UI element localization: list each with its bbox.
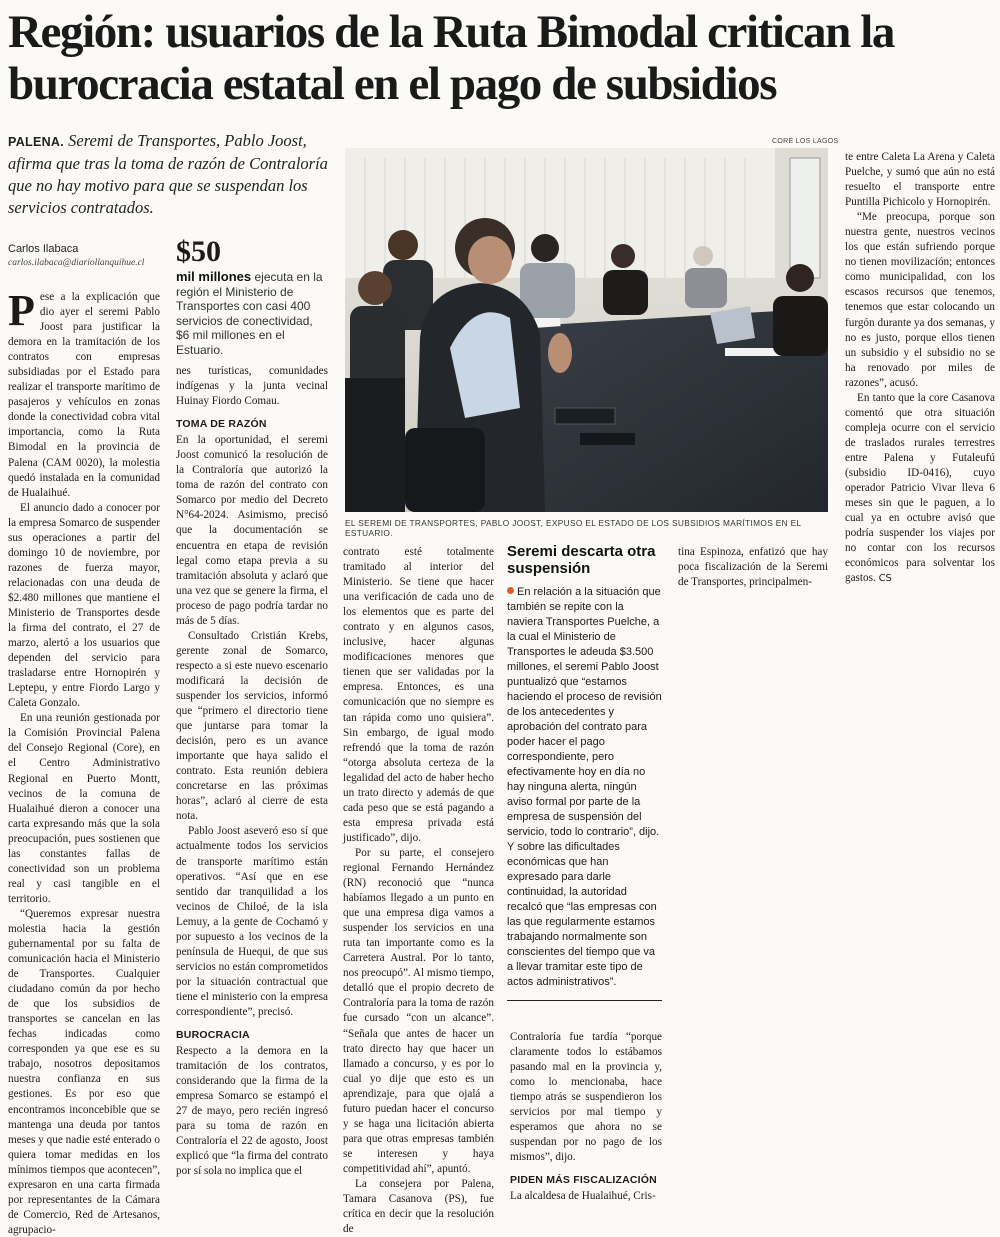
paragraph: Contraloría fue tardía “porque claramente todos lo estábamos pasando mal en la provincia y, como lo mencionaba, hace tiempo atrás se suspendieron los servicios por mal tiempo y esperamos que ahora no se suspendan por no pago de los mismos”, dijo. [510, 1031, 662, 1164]
sidebar-text [507, 585, 662, 990]
article-column-4 [510, 1030, 662, 1205]
author-name: Carlos Ilabaca [8, 243, 79, 255]
fact-body: ejecuta en la región el Ministerio de Transportes con casi 400 servicios de conectividad, $6 mil millones en el Estuario. [176, 270, 323, 357]
paragraph: “Queremos expresar nuestra molestia hacia la gestión gubernamental por su falta de comunicación hacia el Ministerio de Transportes. Cualquier ciudadano común da por hecho de que los subsidios de transportes se cancelan en las fechas indicadas como corresponden ya que ese es su trabajo, nosotros depositamos nuestra confianza en sus gestiones. Es por eso que encontramos inconcebible que se mantenga una deuda por tantos meses y que nadie esté enterado o quiera tomar medidas en los mínimos tiempos que acontecen”, expresaron en una carta firmada por representantes de la Cámara de Comercio, Red de Artesanos, agrupacio- [8, 907, 160, 1236]
article-column-5 [678, 545, 828, 590]
author-email[interactable]: carlos.ilabaca@diariollanquihue.cl [8, 258, 145, 268]
lead-text: Seremi de Transportes, Pablo Joost, afirma que tras la toma de razón de Contraloría que no hay motivo para que se suspendan los servicios contratados. [8, 131, 328, 217]
sidebar-title: Seremi descarta otra suspensión [507, 543, 656, 577]
article-column-6 [845, 150, 995, 586]
fact-text [176, 270, 326, 357]
article-column-3 [343, 545, 494, 1237]
lead-place: PALENA. [8, 135, 65, 149]
paragraph: En una reunión gestionada por la Comisión Provincial Palena del Consejo Regional (Core), en el Centro Administrativo Regional en Puerto Montt, vecinos de la comuna de Hualaihué dieron a conocer una carta expresando más que la sola preocupación, pues sostienen que las constantes fallas de conectividad son un problema real y casi tangible en el territorio. [8, 712, 160, 905]
paragraph: Por su parte, el consejero regional Fernando Hernández (RN) reconoció que “nunca habíamos llegado a un punto en que una empresa diga vamos a suspender los servicios en una ruta tan importante como es la Carretera Austral. Por lo tanto, nos preocupó”. Al mismo tiempo, detalló que el propio decreto de Contraloría para la toma de razón fue cursado “con un alcance”. “Señala que antes de hacer un trato directo hay que hacer un llamado a concurso, y es por lo cual yo dije que esto es un aprendizaje, para que ojalá a futuro puedan hacer el concurso y se haga una licitación abierta para que otras empresas también se interesen y haya competitividad ahí”, apuntó. [343, 846, 495, 1175]
subheading-toma-de-razon: TOMA DE RAZÓN [176, 418, 267, 431]
paragraph: Respecto a la demora en la tramitación de los contratos, considerando que la firma de la empresa Somarco se estampó el 27 de mayo, pero recién ingresó para su toma de razón en Contraloría el 22 de agosto, Joost explicó que “la firma del contrato por sí sola no implica que el [176, 1045, 328, 1178]
paragraph: El anuncio dado a conocer por la empresa Somarco de suspender sus operaciones a partir del domingo 10 de noviembre, por razones de fuerza mayor, relacionadas con una deuda de $2.480 millones que mantiene el Ministerio de Transportes desde la firma del contrato, el 27 de marzo, alertó a los usuarios que dependen del servicio para trasladarse entre Hornopirén y Leptepu, y entre Fiordo Largo y Caleta Gonzalo. [8, 501, 160, 710]
paragraph [845, 391, 995, 587]
end-mark: CS [878, 573, 892, 585]
fact-box [176, 236, 326, 357]
byline [8, 243, 168, 268]
article-column-2 [176, 364, 328, 1179]
paragraph: tina Espinoza, enfatizó que hay poca fiscalización de la Seremi de Transportes, principalmen- [678, 546, 828, 589]
article-column-1 [8, 286, 160, 1237]
headline: Región: usuarios de la Ruta Bimodal critican la burocracia estatal en el pago de subsidios [8, 6, 894, 110]
article-photo [345, 148, 828, 512]
paragraph-text: En tanto que la core Casanova comentó que otra situación compleja ocurre con el servicio de traslados rurales terrestres entre Palena y Futaleufú (subsidio ID-0416), cuyo operador Patricio Vivar lleva 6 meses sin que le paguen, a lo cual ya en octubre avisó que podría suspender los viajes por no contar con los recursos económicos para solventar los gastos. [845, 391, 995, 585]
paragraph: “Me preocupa, porque son nuestra gente, nuestros vecinos los que están sufriendo porque no tienen movilización; entonces como municipalidad, con los escasos recursos que tenemos, tenemos que estar colocando un furgón durante ya dos semanas, y no es justo, porque ellos tienen un subsidio y el subsidio no se ha renovado por miles de razones”, acusó. [845, 211, 995, 389]
photo-credit: CORE LOS LAGOS [772, 138, 839, 145]
paragraph: Consultado Cristián Krebs, gerente zonal de Somarco, respecto a si este nuevo escenario modificará la decisión de suspender los servicios, informó que “primero el directorio tiene que juntarse para tomar la decisión, pero es un avance importante que haya salido el contrato. Esta reunión debiera concretarse en las próximas horas”, aclaró al cierre de esta nota. [176, 629, 328, 823]
subheading-burocracia: BUROCRACIA [176, 1029, 250, 1042]
sidebar-box [507, 543, 662, 1001]
paragraph: La alcaldesa de Hualaihué, Cris- [510, 1190, 656, 1203]
fact-figure: $50 [176, 235, 221, 268]
drop-cap: P [8, 286, 35, 335]
paragraph: En la oportunidad, el seremi Joost comunicó la resolución de la Contraloría que autorizó la toma de razón del contrato con Somarco por medio del Decreto N°64-2024. Asimismo, precisó que la documentación se encuentra en etapa de revisión legal como etapa previa a su tramitación absoluta y aclaró que una vez que se genere la firma, el proceso de pago podría tardar no más de 5 días. [176, 434, 328, 627]
subheading-piden-mas-fiscalizacion: PIDEN MÁS FISCALIZACIÓN [510, 1174, 657, 1187]
photo-caption: EL SEREMI DE TRANSPORTES, PABLO JOOST, EXPUSO EL ESTADO DE LOS SUBSIDIOS MARÍTIMOS EN EL ESTUARIO. [345, 518, 802, 538]
paragraph: La consejera por Palena, Tamara Casanova (PS), fue crítica en decir que la resolución de [343, 1177, 494, 1236]
paragraph-text: ese a la explicación que dio ayer el seremi Pablo Joost para justificar la demora en la tramitación de los contratos con empresas subsidiadas por el Estado para realizar el transporte marítimo de pasajeros y vehículos en zonas donde la conectividad cobra vital importancia, como la Ruta Bimodal en la provincia de Palena (CAM 0020), la molestia quedó instalada en la comunidad de Hualaihué. [8, 291, 160, 499]
fact-bold: mil millones [176, 269, 252, 284]
paragraph: nes turísticas, comunidades indígenas y la junta vecinal Huinay Fiordo Comau. [176, 365, 328, 408]
sidebar-body: En relación a la situación que también se repite con la naviera Transportes Puelche, a la cual el Ministerio de Transportes le adeuda $3.500 millones, el seremi Pablo Joost puntualizó que “estamos haciendo el proceso de revisión de los antecedentes y aprobación del contrato para poder hacer el pago correspondiente, pero efectivamente hoy en día no hay ninguna alerta, ningún aviso formal por parte de la empresa de suspensión del servicio, todo lo contrario”, dijo. Y sobre las dificultades económicas que han expresado para darle continuidad, la autoridad recalcó que “las empresas con las que regularmente estamos trabajando normalmente son conscientes del tiempo que va a llevar tramitar este tipo de actos administrativos”. [507, 586, 662, 988]
lead-paragraph [8, 130, 330, 219]
paragraph: te entre Caleta La Arena y Caleta Puelche, y sumó que aún no está resuelto el transporte entre Puntilla Pichicolo y Hornopirén. [845, 151, 995, 209]
paragraph [8, 286, 160, 501]
paragraph: Pablo Joost aseveró eso sí que actualmente todos los servicios de transporte marítimo están operativos. “Así que en ese sentido dar tranquilidad a los vecinos de Chiloé, de la isla Lemuy, a la gente de Cochamó y por supuesto a los vecinos de la península de Huequi, de que sus servicios no están comprometidos por la situación contractual que tiene el ministerio con la empresa correspondiente”, precisó. [176, 825, 328, 1018]
paragraph: contrato esté totalmente tramitado al interior del Ministerio. Se tiene que hacer una verificación de cada uno de los elementos que es parte del contrato y en algunos casos, inclusive, hacer algunas modificaciones menores que tienen que ser validadas por la empresa. Entonces, es una comunicación que no siempre es tan rápida como uno quisiera”. Sin embargo, de igual modo refrendó que la toma de razón “otorga absoluta certeza de la legalidad del acto de haber hecho un trato directo y además de que cada peso que se está pagando a esta empresa privada está justificado”, dijo. [343, 546, 494, 844]
bullet-icon [507, 587, 514, 594]
meeting-photo-illustration [345, 148, 828, 512]
